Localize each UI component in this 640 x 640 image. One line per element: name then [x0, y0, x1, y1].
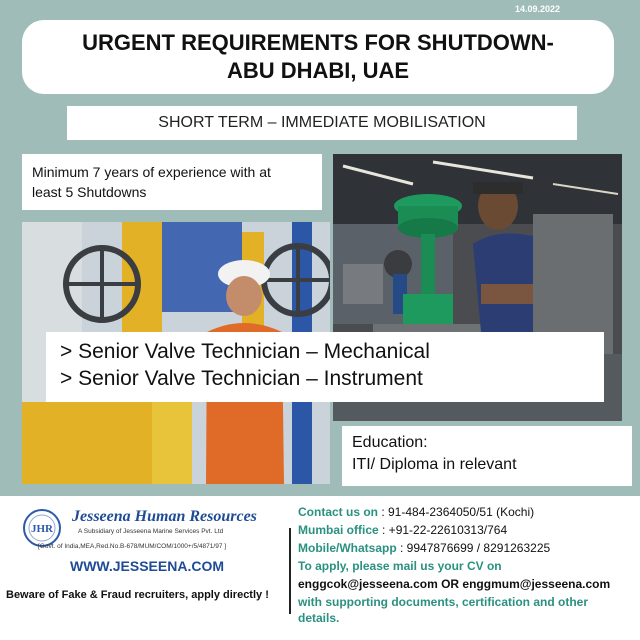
website-link[interactable]: WWW.JESSEENA.COM [70, 558, 225, 574]
govt-registration: [Govt. of India,MEA,Red.No.B-678/MUM/COM/1000+/5/4871/97 ] [38, 543, 227, 550]
headline-line-2: ABU DHABI, UAE [226, 58, 410, 83]
contact-label: Contact us on [298, 505, 378, 519]
fraud-warning: Beware of Fake & Fraud recruiters, apply directly ! [6, 589, 269, 601]
date-label: 14.09.2022 [514, 4, 560, 14]
headline-banner [22, 20, 614, 94]
roles-box [46, 332, 604, 402]
contact-line-mumbai [298, 522, 638, 538]
experience-line-2: least 5 Shutdowns [32, 184, 147, 200]
mobile-value: : 9947876699 / 8291263225 [400, 541, 551, 555]
company-subsidiary: A Subsidiary of Jesseena Marine Services Pvt. Ltd [78, 528, 224, 535]
footer [0, 496, 640, 640]
apply-text: To apply, please mail us your CV on [298, 559, 502, 573]
documents-text: with supporting documents, certification and other details. [298, 595, 589, 625]
logo-letters: JHR [31, 523, 53, 535]
contact-line-mobile [298, 540, 638, 556]
education-value: ITI/ Diploma in relevant [352, 456, 517, 473]
role-mechanical: > Senior Valve Technician – Mechanical [60, 340, 430, 363]
experience-box [22, 154, 322, 210]
subtitle-banner [67, 106, 577, 140]
experience-line-1: Minimum 7 years of experience with at [32, 164, 271, 180]
subtitle-text: SHORT TERM – IMMEDIATE MOBILISATION [158, 114, 486, 131]
email-addresses[interactable]: enggcok@jesseena.com OR enggmum@jesseena.com [298, 577, 611, 591]
mumbai-value: : +91-22-22610313/764 [382, 523, 508, 537]
role-instrument: > Senior Valve Technician – Instrument [60, 367, 423, 390]
headline-line-1: URGENT REQUIREMENTS FOR SHUTDOWN- [82, 30, 554, 55]
mobile-label: Mobile/Whatsapp [298, 541, 397, 555]
contact-value: : 91-484-2364050/51 (Kochi) [381, 505, 535, 519]
contact-block [298, 504, 638, 626]
footer-divider [289, 528, 291, 614]
company-name: Jesseena Human Resources [72, 508, 257, 525]
jhr-logo-icon [22, 508, 62, 548]
education-box [342, 426, 632, 486]
mumbai-label: Mumbai office [298, 523, 379, 537]
education-heading: Education: [352, 434, 428, 451]
contact-line-phone [298, 504, 638, 520]
